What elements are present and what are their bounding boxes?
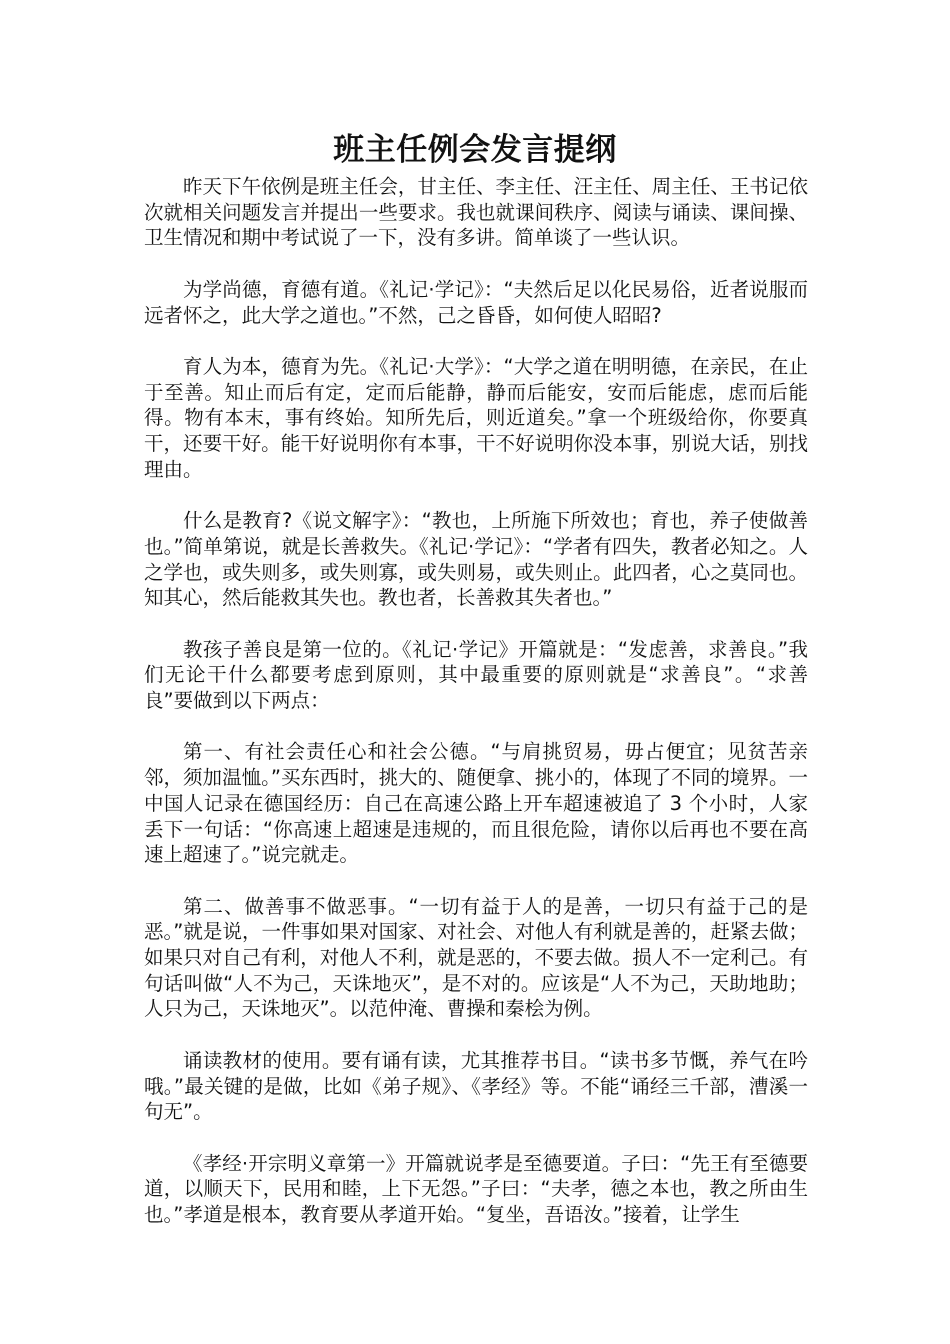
- paragraph-2: 为学尚德，育德有道。《礼记·学记》：“夫然后足以化民易俗，近者说服而远者怀之，此大学之道也。”不然，己之昏昏，如何使人昭昭?: [144, 277, 808, 327]
- paragraph-5: 教孩子善良是第一位的。《礼记·学记》开篇就是：“发虑善，求善良。”我们无论干什么都要考虑到原则，其中最重要的原则就是“求善良”。“求善良”要做到以下两点：: [144, 637, 808, 712]
- paragraph-4: 什么是教育?《说文解字》：“教也，上所施下所效也；育也，养子使做善也。”简单第说，就是长善救失。《礼记·学记》：“学者有四失，教者必知之。人之学也，或失则多，或失则寡，或失则易，或失则止。此四者，心之莫同也。知其心，然后能救其失也。教也者，长善救其失者也。”: [144, 509, 808, 610]
- paragraph-7: 第二、做善事不做恶事。“一切有益于人的是善，一切只有益于己的是恶。”就是说，一件事如果对国家、对社会、对他人有利就是善的，赶紧去做；如果只对自己有利，对他人不利，就是恶的，不要去做。损人不一定利己。有句话叫做“人不为己，天诛地灭”，是不对的。应该是“人不为己，天助地助；人只为己，天诛地灭”。以范仲淹、曹操和秦桧为例。: [144, 894, 808, 1021]
- paragraph-6: 第一、有社会责任心和社会公德。“与肩挑贸易，毋占便宜；见贫苦亲邻，须加温恤。”买东西时，挑大的、随便拿、挑小的，体现了不同的境界。一中国人记录在德国经历：自己在高速公路上开车超速被追了 3 个小时，人家丢下一句话：“你高速上超速是违规的，而且很危险，请你以后再也不要在高速上超速了。”说完就走。: [144, 740, 808, 867]
- document-title: 班主任例会发言提纲: [333, 132, 617, 168]
- paragraph-3: 育人为本，德育为先。《礼记·大学》：“大学之道在明明德，在亲民，在止于至善。知止而后有定，定而后能静，静而后能安，安而后能虑，虑而后能得。物有本末，事有终始。知所先后，则近道矣。”拿一个班级给你，你要真干，还要干好。能干好说明你有本事，干不好说明你没本事，别说大话，别找理由。: [144, 354, 808, 481]
- paragraph-8: 诵读教材的使用。要有诵有读，尤其推荐书目。“读书多节慨，养气在吟哦。”最关键的是做，比如《弟子规》、《孝经》等。不能“诵经三千部，漕溪一句无”。: [144, 1048, 808, 1124]
- paragraph-1: 昨天下午依例是班主任会，甘主任、李主任、汪主任、周主任、王书记依次就相关问题发言并提出一些要求。我也就课间秩序、阅读与诵读、课间操、卫生情况和期中考试说了一下，没有多讲。简单谈了一些认识。: [144, 175, 808, 250]
- document-body: [144, 174, 808, 1253]
- paragraph-9: 《孝经·开宗明义章第一》开篇就说孝是至德要道。子曰：“先王有至德要道，以顺天下，民用和睦，上下无怨。”子曰：“夫孝，德之本也，教之所由生也。”孝道是根本，教育要从孝道开始。“复坐，吾语汝。”接着，让学生: [144, 1151, 808, 1226]
